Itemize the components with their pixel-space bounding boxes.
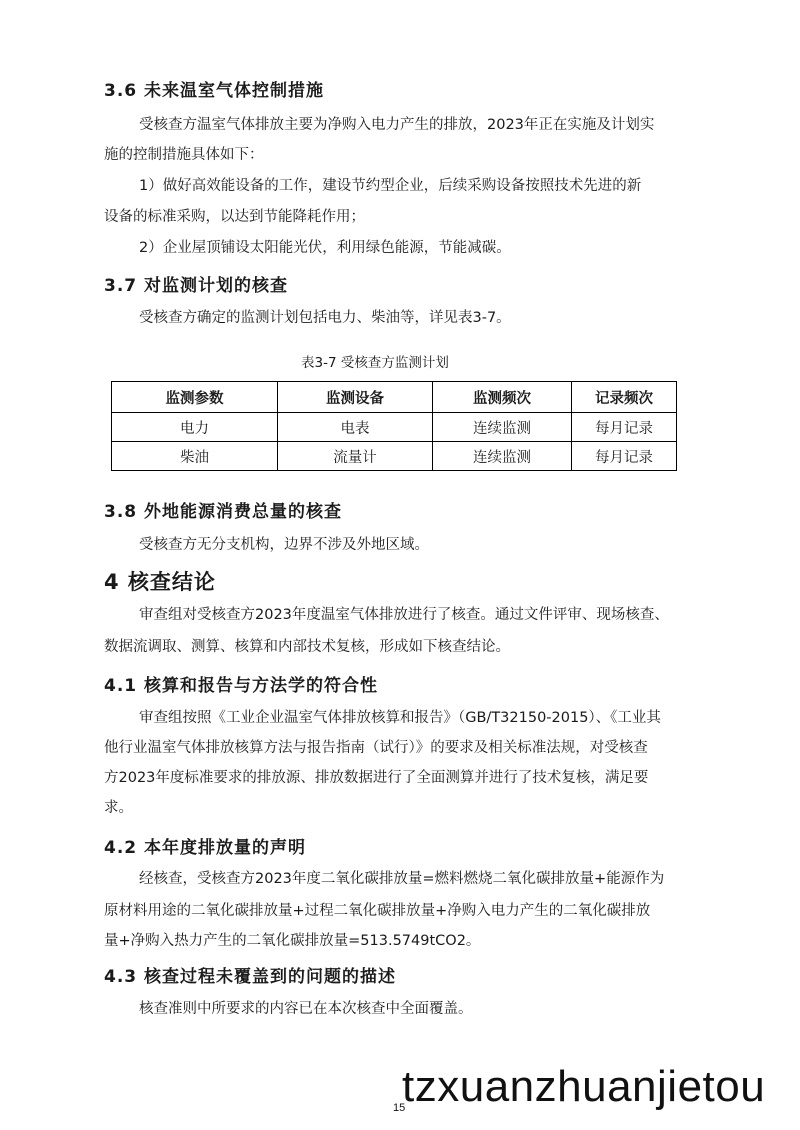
section-heading-3-7: 3.7 对监测计划的核查 — [104, 276, 289, 296]
page-number: 15 — [393, 1102, 406, 1114]
paragraph-line: 他行业温室气体排放核算方法与报告指南（试行）》的要求及相关标准法规，对受核查 — [104, 740, 648, 756]
paragraph: 核查准则中所要求的内容已在本次核查中全面覆盖。 — [139, 1001, 473, 1017]
paragraph-line: 求。 — [104, 800, 133, 816]
section-heading-3-6: 3.6 未来温室气体控制措施 — [104, 81, 325, 101]
section-heading-3-8: 3.8 外地能源消费总量的核查 — [104, 502, 343, 522]
list-item-1-line: 1）做好高效能设备的工作，建设节约型企业，后续采购设备按照技术先进的新 — [139, 178, 642, 194]
table-header-cell: 监测频次 — [433, 382, 572, 413]
paragraph-line: 审查组对受核查方2023年度温室气体排放进行了核查。通过文件评审、现场核查、 — [139, 607, 669, 623]
table-cell: 连续监测 — [433, 442, 572, 471]
table-cell: 电表 — [278, 413, 433, 442]
paragraph-line: 数据流调取、测算、核算和内部技术复核，形成如下核查结论。 — [104, 639, 510, 655]
section-heading-4-3: 4.3 核查过程未覆盖到的问题的描述 — [104, 967, 397, 987]
table-cell: 每月记录 — [572, 442, 677, 471]
chapter-heading-4: 4 核查结论 — [104, 570, 216, 594]
watermark-text: tzxuanzhuanjietou — [402, 1062, 766, 1111]
table-row — [112, 442, 677, 471]
table-cell: 流量计 — [278, 442, 433, 471]
table-header-cell: 记录频次 — [572, 382, 677, 413]
paragraph-line: 施的控制措施具体如下： — [104, 147, 264, 163]
paragraph-line: 审查组按照《工业企业温室气体排放核算和报告》（GB/T32150-2015）、《工业其 — [139, 710, 661, 726]
table-cell: 电力 — [112, 413, 278, 442]
table-caption: 表3-7 受核查方监测计划 — [301, 355, 449, 371]
paragraph: 受核查方确定的监测计划包括电力、柴油等，详见表3-7。 — [139, 310, 511, 326]
section-heading-4-2: 4.2 本年度排放量的声明 — [104, 838, 307, 858]
table-cell: 每月记录 — [572, 413, 677, 442]
paragraph-line: 原材料用途的二氧化碳排放量+过程二氧化碳排放量+净购入电力产生的二氧化碳排放 — [104, 903, 651, 919]
paragraph-line: 受核查方温室气体排放主要为净购入电力产生的排放，2023年正在实施及计划实 — [139, 117, 655, 133]
table-cell: 柴油 — [112, 442, 278, 471]
paragraph-line: 量+净购入热力产生的二氧化碳排放量=513.5749tCO2。 — [104, 933, 481, 949]
table-cell: 连续监测 — [433, 413, 572, 442]
list-item-2: 2）企业屋顶铺设太阳能光伏，利用绿色能源，节能减碳。 — [139, 240, 511, 256]
table-row — [112, 413, 677, 442]
paragraph: 受核查方无分支机构，边界不涉及外地区域。 — [139, 537, 429, 553]
paragraph-line: 经核查，受核查方2023年度二氧化碳排放量=燃料燃烧二氧化碳排放量+能源作为 — [139, 871, 665, 887]
monitoring-plan-table — [111, 381, 677, 471]
list-item-1-line: 设备的标准采购，以达到节能降耗作用； — [104, 209, 365, 225]
section-heading-4-1: 4.1 核算和报告与方法学的符合性 — [104, 676, 379, 696]
table-header-row — [112, 382, 677, 413]
table-header-cell: 监测设备 — [278, 382, 433, 413]
paragraph-line: 方2023年度标准要求的排放源、排放数据进行了全面测算并进行了技术复核，满足要 — [104, 770, 649, 786]
table-header-cell: 监测参数 — [112, 382, 278, 413]
